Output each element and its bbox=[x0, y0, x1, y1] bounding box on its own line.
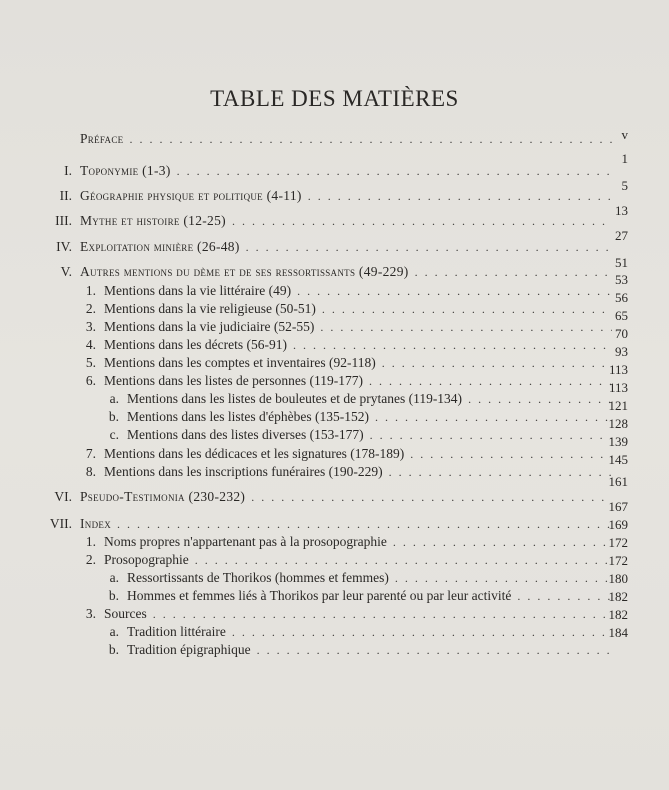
dot-leader bbox=[410, 446, 612, 462]
toc-entry bbox=[109, 391, 612, 407]
toc-entry-number: II. bbox=[59, 188, 72, 203]
toc-entry bbox=[60, 264, 612, 280]
dot-leader bbox=[232, 213, 612, 229]
dot-leader bbox=[370, 427, 612, 443]
toc-entry-label: Mentions dans la vie judiciaire (52-55) bbox=[104, 319, 315, 334]
toc-entry-label: Mentions dans des listes diverses (153-177) bbox=[127, 427, 364, 442]
page-number: 184 bbox=[608, 625, 628, 640]
toc-entry bbox=[85, 552, 612, 568]
toc-entry bbox=[85, 283, 612, 299]
dot-leader bbox=[382, 355, 612, 371]
toc-entry bbox=[85, 464, 612, 480]
toc-entry bbox=[54, 489, 612, 505]
toc-entry-label: Mentions dans la vie littéraire (49) bbox=[104, 283, 292, 298]
page-number: 182 bbox=[608, 607, 628, 622]
page-title: TABLE DES MATIÈRES bbox=[210, 86, 459, 111]
page-number: 121 bbox=[608, 398, 628, 413]
dot-leader bbox=[393, 534, 612, 550]
toc-entry bbox=[59, 188, 612, 204]
toc-entry-label: Pseudo-Testimonia (230-232) bbox=[80, 489, 246, 504]
toc-entry-number: 1. bbox=[85, 283, 96, 298]
toc-entry-label: Ressortissants de Thorikos (hommes et femmes) bbox=[127, 570, 389, 585]
toc-entry bbox=[108, 409, 612, 425]
dot-leader bbox=[153, 606, 612, 622]
page-number: 65 bbox=[615, 308, 628, 323]
toc-entry-number: b. bbox=[108, 588, 119, 603]
toc-entry-label: Autres mentions du dème et de ses ressortissants (49-229) bbox=[80, 264, 409, 279]
toc-entry-label: Préface bbox=[80, 131, 124, 146]
toc-entry-label: Exploitation minière (26-48) bbox=[80, 239, 240, 254]
dot-leader bbox=[129, 131, 612, 147]
toc-entry-number: a. bbox=[109, 624, 119, 639]
toc-entry bbox=[108, 642, 612, 658]
page-number: 139 bbox=[608, 434, 628, 449]
toc-entry-label: Hommes et femmes liés à Thorikos par leur parenté ou par leur activité bbox=[127, 588, 512, 603]
page-number: 128 bbox=[608, 416, 628, 431]
toc-entry-number: 3. bbox=[85, 319, 96, 334]
toc-entry-label: Mentions dans les listes de bouleutes et de prytanes (119-134) bbox=[127, 391, 463, 406]
toc-entry bbox=[109, 624, 612, 640]
dot-leader bbox=[293, 337, 612, 353]
toc-entry-number: 5. bbox=[85, 355, 96, 370]
dot-leader bbox=[246, 239, 612, 255]
toc-entry-number: VII. bbox=[49, 516, 72, 531]
toc-entry bbox=[85, 355, 612, 371]
toc-entry-number: V. bbox=[60, 264, 72, 279]
dot-leader bbox=[369, 373, 612, 389]
page-number: 113 bbox=[608, 362, 628, 377]
toc-entry bbox=[85, 606, 612, 622]
toc-entry-label: Mentions dans les listes de personnes (119-177) bbox=[104, 373, 363, 388]
toc-entry-label: Mentions dans la vie religieuse (50-51) bbox=[104, 301, 316, 316]
toc-entry bbox=[85, 446, 612, 462]
page-number: 53 bbox=[615, 272, 628, 287]
toc-entry-number: b. bbox=[108, 642, 119, 657]
dot-leader bbox=[251, 489, 612, 505]
toc-entry-number: I. bbox=[64, 163, 72, 178]
page-number: 172 bbox=[608, 553, 628, 568]
toc-entry-number: 7. bbox=[85, 446, 96, 461]
toc-entry-label: Mentions dans les comptes et inventaires (92-118) bbox=[104, 355, 376, 370]
toc-entry-label: Mentions dans les dédicaces et les signatures (178-189) bbox=[104, 446, 405, 461]
page-number: 27 bbox=[615, 228, 628, 243]
page-number: 161 bbox=[608, 474, 628, 489]
toc-entry-label: Toponymie (1-3) bbox=[80, 163, 171, 178]
toc-entry-label: Index bbox=[80, 516, 111, 531]
toc-entry bbox=[109, 570, 612, 586]
page-number: 1 bbox=[621, 151, 628, 166]
toc-entry bbox=[55, 213, 612, 229]
toc-entry bbox=[108, 588, 612, 604]
dot-leader bbox=[308, 188, 612, 204]
toc-entry-label: Géographie physique et politique (4-11) bbox=[80, 188, 302, 203]
page-number: 180 bbox=[608, 571, 628, 586]
toc-entry-number: III. bbox=[55, 213, 72, 228]
toc-entry-label: Mentions dans les inscriptions funéraires (190-229) bbox=[104, 464, 383, 479]
toc-entry-number: 6. bbox=[85, 373, 96, 388]
toc-entry-number: a. bbox=[109, 391, 119, 406]
toc-entry-number: c. bbox=[109, 427, 119, 442]
dot-leader bbox=[257, 642, 612, 658]
toc-entry-label: Tradition épigraphique bbox=[127, 642, 251, 657]
dot-leader bbox=[322, 301, 612, 317]
dot-leader bbox=[232, 624, 612, 640]
page-number: 145 bbox=[608, 452, 628, 467]
toc-entry bbox=[85, 373, 612, 389]
page-number: 56 bbox=[615, 290, 628, 305]
page-number: 167 bbox=[608, 499, 628, 514]
dot-leader bbox=[395, 570, 612, 586]
toc-entry-label: Noms propres n'appartenant pas à la prosopographie bbox=[104, 534, 387, 549]
page-number: 70 bbox=[615, 326, 628, 341]
page-number: 51 bbox=[615, 255, 628, 270]
toc-entry-number: IV. bbox=[56, 239, 72, 254]
toc-entry-number: a. bbox=[109, 570, 119, 585]
toc-entry-number: 2. bbox=[85, 552, 96, 567]
toc-entry bbox=[85, 337, 612, 353]
toc-entry bbox=[85, 301, 612, 317]
toc-entry-label: Mythe et histoire (12-25) bbox=[80, 213, 226, 228]
dot-leader bbox=[415, 264, 612, 280]
page-number: 5 bbox=[621, 178, 628, 193]
page-number: v bbox=[621, 127, 628, 142]
dot-leader bbox=[177, 163, 612, 179]
toc-entry-number: b. bbox=[108, 409, 119, 424]
toc-entry bbox=[49, 516, 612, 532]
toc-entry-number: 1. bbox=[85, 534, 96, 549]
toc-entry-label: Tradition littéraire bbox=[127, 624, 226, 639]
dot-leader bbox=[389, 464, 612, 480]
toc-entry bbox=[109, 427, 612, 443]
toc-entry-label: Mentions dans les décrets (56-91) bbox=[104, 337, 287, 352]
page-number: 13 bbox=[615, 203, 628, 218]
toc-entry-number: 3. bbox=[85, 606, 96, 621]
toc-entry bbox=[85, 319, 612, 335]
page-number: 93 bbox=[615, 344, 628, 359]
toc-entry-label: Prosopographie bbox=[104, 552, 189, 567]
dot-leader bbox=[195, 552, 612, 568]
page-number: 182 bbox=[608, 589, 628, 604]
toc-entry bbox=[56, 239, 612, 255]
dot-leader bbox=[297, 283, 612, 299]
toc-entry-number: VI. bbox=[54, 489, 72, 504]
dot-leader bbox=[375, 409, 612, 425]
toc-entry-number: 8. bbox=[85, 464, 96, 479]
toc-entry-label: Sources bbox=[104, 606, 147, 621]
dot-leader bbox=[117, 516, 612, 532]
toc-entry bbox=[80, 131, 612, 147]
page-number: 113 bbox=[608, 380, 628, 395]
toc-entry-label: Mentions dans les listes d'éphèbes (135-152) bbox=[127, 409, 370, 424]
toc-entry bbox=[64, 163, 612, 179]
toc-entry bbox=[85, 534, 612, 550]
toc-entry-number: 2. bbox=[85, 301, 96, 316]
page-number: 172 bbox=[608, 535, 628, 550]
toc-entry-number: 4. bbox=[85, 337, 96, 352]
page-number: 169 bbox=[608, 517, 628, 532]
dot-leader bbox=[320, 319, 612, 335]
